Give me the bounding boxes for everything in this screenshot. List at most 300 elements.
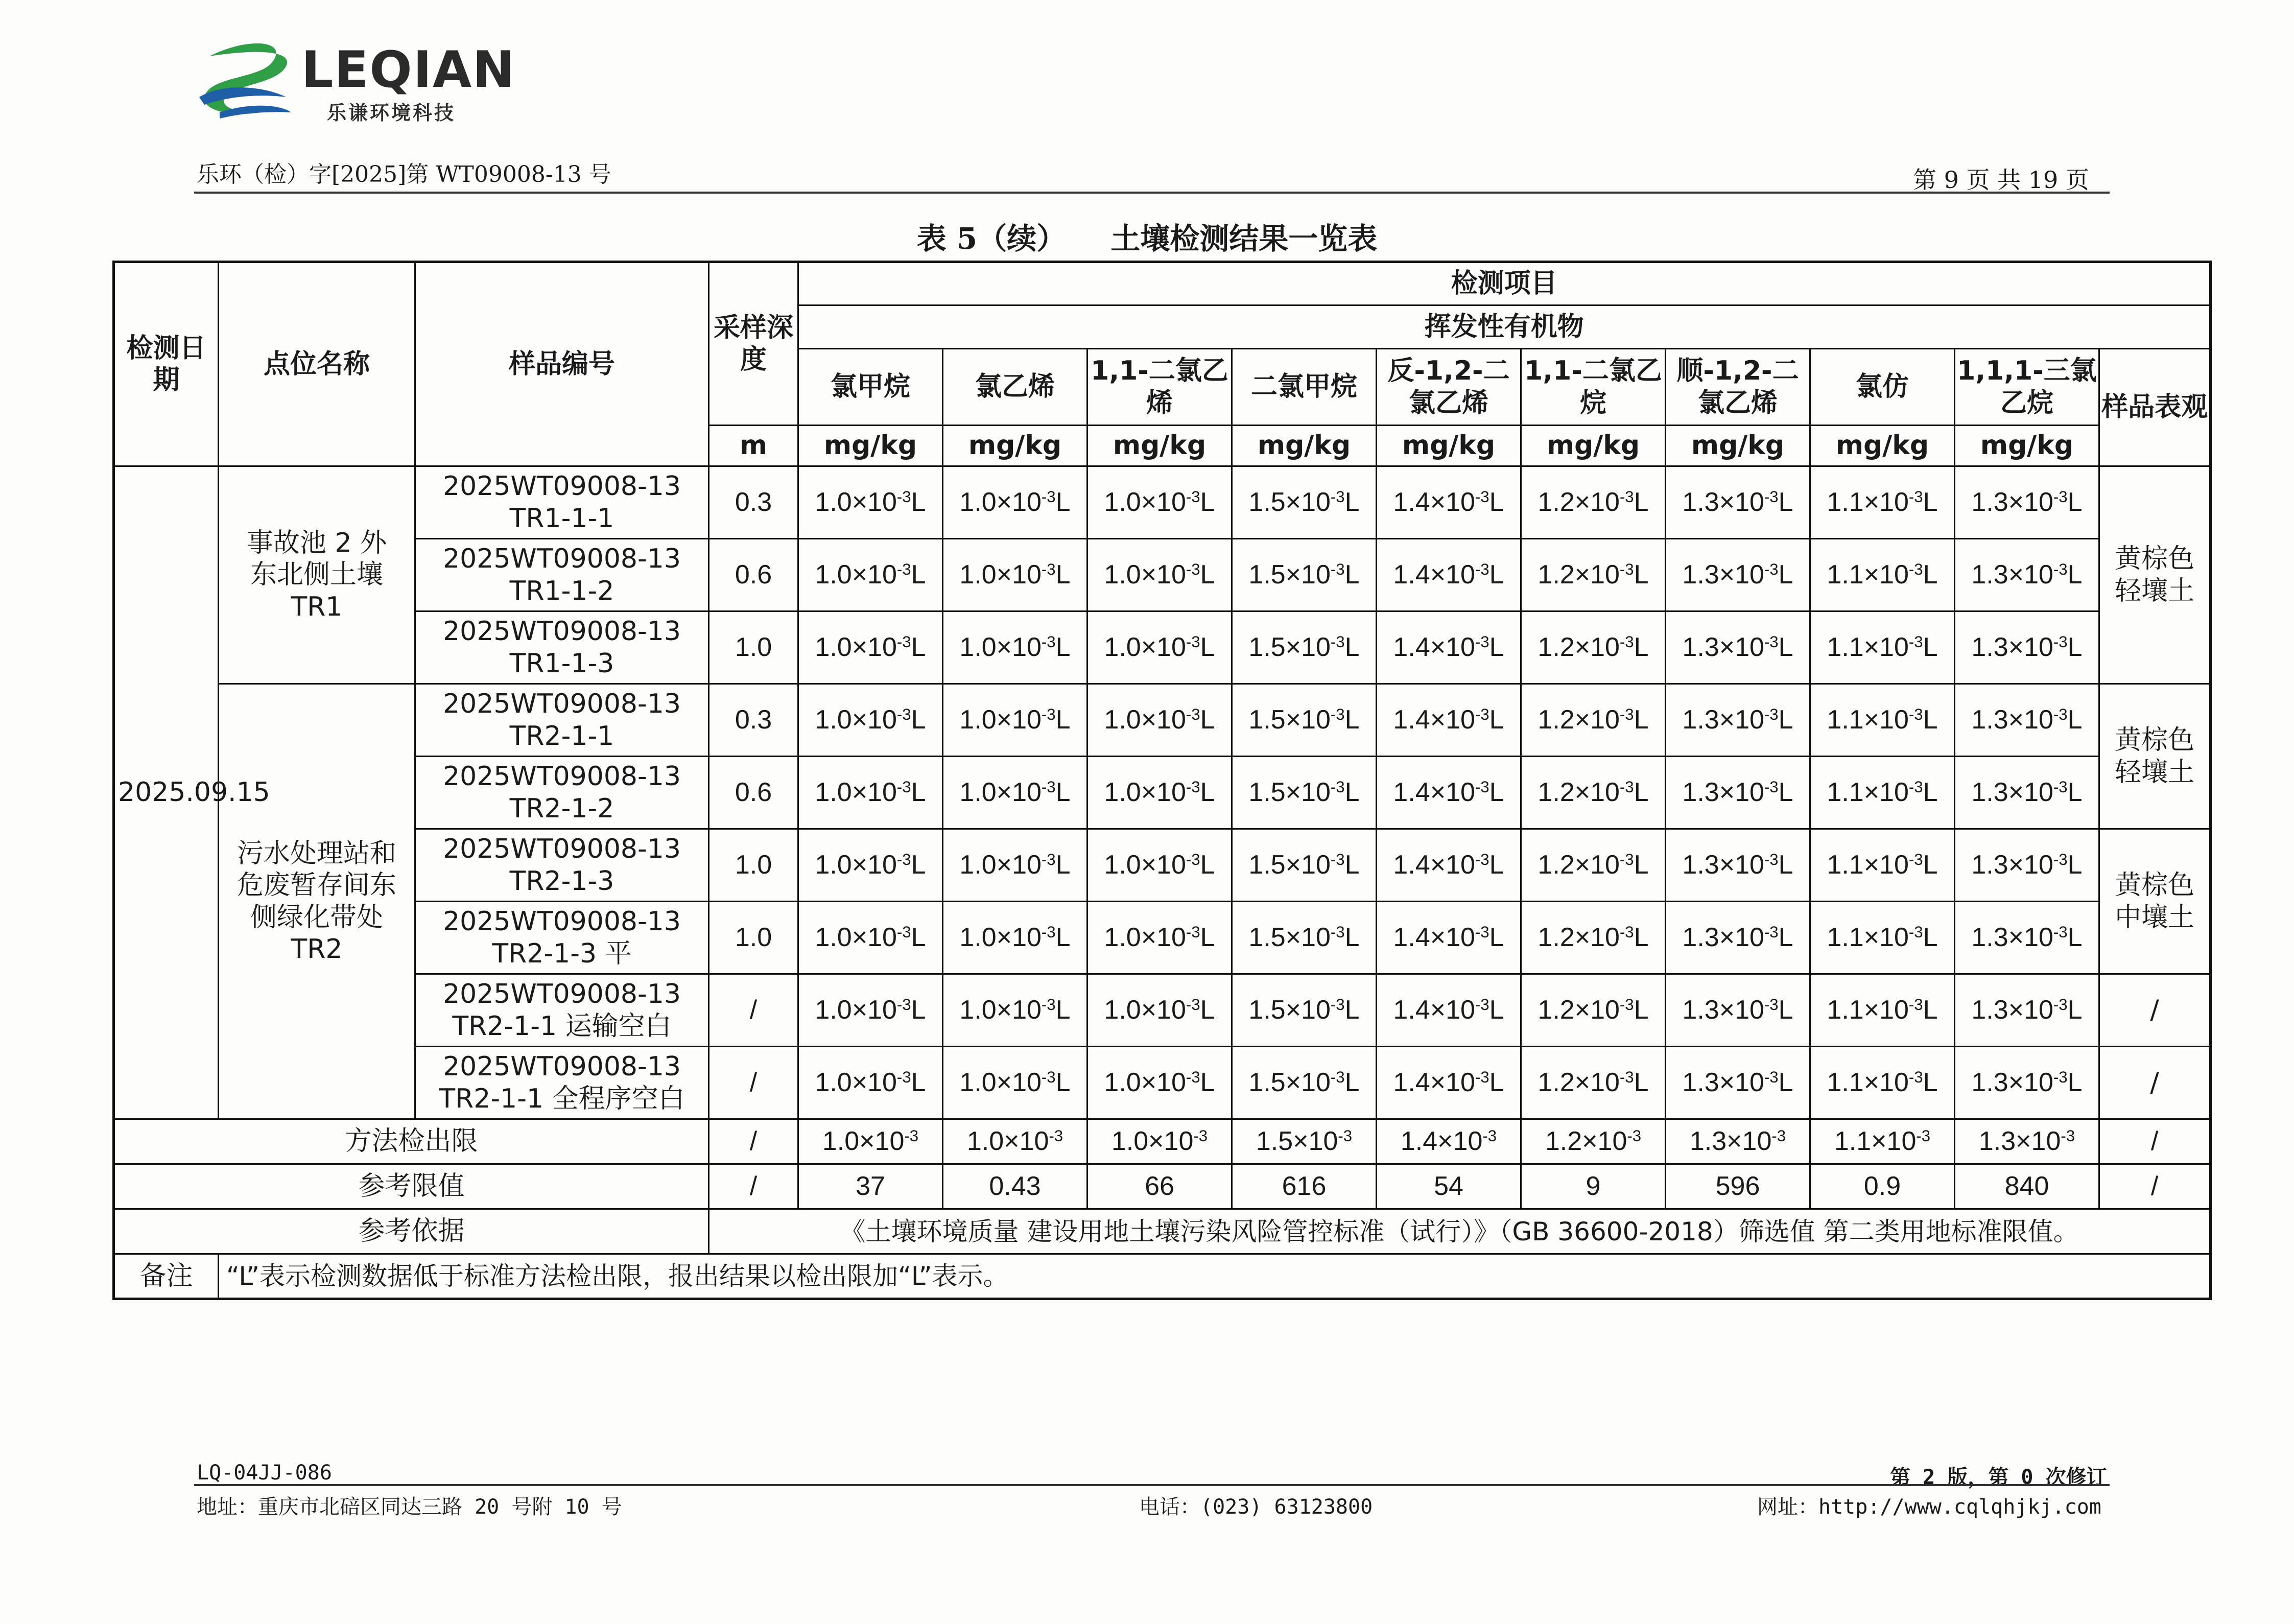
value-exponent: -3 bbox=[1186, 923, 1200, 942]
value-exponent: -3 bbox=[1908, 705, 1923, 724]
below-limit-flag: L bbox=[1344, 705, 1360, 735]
analyte-unit: mg/kg bbox=[798, 426, 943, 466]
result-value bbox=[798, 539, 943, 611]
below-limit-flag: L bbox=[1634, 1068, 1649, 1098]
below-limit-flag: L bbox=[2067, 560, 2083, 590]
value-exponent: -3 bbox=[2053, 996, 2068, 1014]
below-limit-flag: L bbox=[2067, 632, 2083, 663]
result-value bbox=[1666, 974, 1810, 1047]
reference-limit-value: 9 bbox=[1521, 1164, 1666, 1209]
value-exponent: -3 bbox=[1186, 705, 1200, 724]
below-limit-flag: L bbox=[1200, 923, 1215, 953]
table-row bbox=[114, 684, 2211, 757]
result-value bbox=[1232, 829, 1377, 902]
value-exponent: -3 bbox=[1475, 560, 1489, 579]
below-limit-flag: L bbox=[911, 923, 926, 953]
value-mantissa: 1.0×10 bbox=[1111, 1126, 1194, 1157]
reference-basis-row bbox=[114, 1209, 2211, 1254]
analyte-unit: mg/kg bbox=[1955, 426, 2099, 466]
value-mantissa: 1.3×10 bbox=[1971, 632, 2053, 663]
company-website: 网址：http://www.cqlqhjkj.com bbox=[1757, 1495, 2101, 1519]
below-limit-flag: L bbox=[2067, 705, 2083, 735]
value-mantissa: 1.0×10 bbox=[1104, 1068, 1186, 1098]
result-value bbox=[1377, 539, 1521, 611]
result-value bbox=[1955, 684, 2099, 757]
value-mantissa: 1.1×10 bbox=[1827, 1068, 1909, 1098]
below-limit-flag: L bbox=[1923, 632, 1938, 663]
result-value bbox=[1955, 1047, 2099, 1119]
below-limit-flag: L bbox=[911, 705, 926, 735]
result-value bbox=[1377, 466, 1521, 539]
value-exponent: -3 bbox=[1764, 633, 1779, 651]
value-mantissa: 1.0×10 bbox=[815, 923, 897, 953]
below-limit-flag: L bbox=[1200, 1068, 1215, 1098]
report-number: 乐环（检）字[2025]第 WT09008-13 号 bbox=[197, 161, 611, 187]
result-value bbox=[1666, 757, 1810, 829]
sample-id: 2025WT09008-13 TR1-1-3 bbox=[415, 611, 709, 684]
value-mantissa: 1.1×10 bbox=[1827, 923, 1909, 953]
value-exponent: -3 bbox=[1330, 851, 1345, 869]
reference-basis-label: 参考依据 bbox=[114, 1209, 709, 1254]
below-limit-flag: L bbox=[1634, 632, 1649, 663]
table-row bbox=[114, 829, 2211, 902]
analyte-unit: mg/kg bbox=[1521, 426, 1666, 466]
table-row bbox=[114, 611, 2211, 684]
value-mantissa: 1.3×10 bbox=[1682, 850, 1764, 880]
reference-limit-value: 616 bbox=[1232, 1164, 1377, 1209]
value-mantissa: 1.5×10 bbox=[1248, 850, 1331, 880]
below-limit-flag: L bbox=[1344, 995, 1360, 1025]
result-value bbox=[943, 684, 1087, 757]
result-value bbox=[943, 902, 1087, 974]
result-value bbox=[1810, 611, 1955, 684]
value-exponent: -3 bbox=[1475, 996, 1489, 1014]
value-exponent: -3 bbox=[1041, 1068, 1056, 1087]
result-value bbox=[1521, 466, 1666, 539]
result-value bbox=[1232, 684, 1377, 757]
value-exponent: -3 bbox=[1186, 633, 1200, 651]
below-limit-flag: L bbox=[1778, 487, 1793, 517]
value-mantissa: 1.3×10 bbox=[1682, 487, 1764, 517]
result-value bbox=[1666, 539, 1810, 611]
footer-divider bbox=[194, 1484, 2110, 1486]
value-exponent: -3 bbox=[1186, 778, 1200, 796]
result-value bbox=[798, 974, 943, 1047]
value-exponent: -3 bbox=[1764, 923, 1779, 942]
result-value bbox=[1232, 902, 1377, 974]
value-mantissa: 1.3×10 bbox=[1682, 560, 1764, 590]
detection-limit-appearance: / bbox=[2099, 1119, 2211, 1164]
value-exponent: -3 bbox=[1764, 851, 1779, 869]
value-mantissa: 1.0×10 bbox=[959, 560, 1042, 590]
analyte-unit: mg/kg bbox=[1377, 426, 1521, 466]
value-exponent: -3 bbox=[1041, 705, 1056, 724]
value-exponent: -3 bbox=[1330, 996, 1345, 1014]
value-exponent: -3 bbox=[1908, 923, 1923, 942]
sample-id: 2025WT09008-13 TR1-1-1 bbox=[415, 466, 709, 539]
value-exponent: -3 bbox=[1475, 851, 1489, 869]
result-value bbox=[1666, 684, 1810, 757]
value-mantissa: 1.2×10 bbox=[1538, 632, 1620, 663]
result-value bbox=[1087, 829, 1232, 902]
analyte-unit: mg/kg bbox=[1666, 426, 1810, 466]
depth-unit: m bbox=[709, 426, 798, 466]
sample-id: 2025WT09008-13 TR2-1-1 运输空白 bbox=[415, 974, 709, 1047]
result-value bbox=[1377, 1047, 1521, 1119]
value-mantissa: 1.3×10 bbox=[1682, 995, 1764, 1025]
value-exponent: -3 bbox=[896, 851, 911, 869]
detection-limit-value bbox=[798, 1119, 943, 1164]
value-exponent: -3 bbox=[2053, 923, 2068, 942]
value-exponent: -3 bbox=[1338, 1127, 1353, 1145]
value-mantissa: 1.3×10 bbox=[1682, 923, 1764, 953]
value-mantissa: 1.2×10 bbox=[1545, 1126, 1627, 1157]
below-limit-flag: L bbox=[1634, 850, 1649, 880]
value-mantissa: 1.5×10 bbox=[1248, 560, 1331, 590]
value-exponent: -3 bbox=[2061, 1127, 2075, 1145]
value-exponent: -3 bbox=[896, 560, 911, 579]
header-depth: 采样深度 bbox=[709, 262, 798, 426]
edition-info: 第 2 版，第 0 次修订 bbox=[1890, 1466, 2107, 1489]
below-limit-flag: L bbox=[911, 850, 926, 880]
value-mantissa: 1.0×10 bbox=[1104, 560, 1186, 590]
result-value bbox=[1810, 757, 1955, 829]
site-name: 事故池 2 外东北侧土壤 TR1 bbox=[219, 466, 415, 684]
result-value bbox=[943, 974, 1087, 1047]
table-row bbox=[114, 539, 2211, 611]
value-mantissa: 1.1×10 bbox=[1827, 705, 1909, 735]
value-exponent: -3 bbox=[896, 488, 911, 506]
value-exponent: -3 bbox=[1908, 633, 1923, 651]
value-mantissa: 1.0×10 bbox=[959, 705, 1042, 735]
analyte-unit: mg/kg bbox=[1810, 426, 1955, 466]
reference-limit-value: 0.43 bbox=[943, 1164, 1087, 1209]
value-exponent: -3 bbox=[896, 996, 911, 1014]
sample-depth: 0.6 bbox=[709, 539, 798, 611]
result-value bbox=[943, 829, 1087, 902]
value-mantissa: 1.0×10 bbox=[1104, 778, 1186, 808]
result-value bbox=[1232, 974, 1377, 1047]
below-limit-flag: L bbox=[1778, 560, 1793, 590]
value-mantissa: 1.2×10 bbox=[1538, 778, 1620, 808]
below-limit-flag: L bbox=[1634, 778, 1649, 808]
sample-appearance: 黄棕色轻壤土 bbox=[2099, 466, 2211, 684]
result-value bbox=[1810, 684, 1955, 757]
result-value bbox=[1087, 757, 1232, 829]
value-mantissa: 1.5×10 bbox=[1248, 1068, 1331, 1098]
value-mantissa: 1.0×10 bbox=[815, 995, 897, 1025]
value-exponent: -3 bbox=[2053, 560, 2068, 579]
result-value bbox=[1087, 466, 1232, 539]
value-mantissa: 1.2×10 bbox=[1538, 705, 1620, 735]
result-value bbox=[1232, 611, 1377, 684]
value-exponent: -3 bbox=[1041, 778, 1056, 796]
value-exponent: -3 bbox=[1764, 996, 1779, 1014]
value-exponent: -3 bbox=[1475, 923, 1489, 942]
table-row bbox=[114, 902, 2211, 974]
value-exponent: -3 bbox=[2053, 705, 2068, 724]
detection-limit-depth: / bbox=[709, 1119, 798, 1164]
value-mantissa: 1.1×10 bbox=[1827, 850, 1909, 880]
value-exponent: -3 bbox=[1619, 705, 1634, 724]
result-value bbox=[1955, 829, 2099, 902]
value-exponent: -3 bbox=[1764, 560, 1779, 579]
below-limit-flag: L bbox=[1489, 1068, 1504, 1098]
value-mantissa: 1.4×10 bbox=[1393, 850, 1475, 880]
table-row bbox=[114, 1047, 2211, 1119]
detection-limit-value bbox=[1666, 1119, 1810, 1164]
below-limit-flag: L bbox=[1489, 923, 1504, 953]
below-limit-flag: L bbox=[1923, 705, 1938, 735]
result-value bbox=[1521, 829, 1666, 902]
result-value bbox=[1955, 902, 2099, 974]
header-sample: 样品编号 bbox=[415, 262, 709, 466]
table-row bbox=[114, 757, 2211, 829]
below-limit-flag: L bbox=[1489, 705, 1504, 735]
value-exponent: -3 bbox=[1041, 633, 1056, 651]
result-value bbox=[943, 466, 1087, 539]
below-limit-flag: L bbox=[1778, 632, 1793, 663]
analyte-name: 反-1,2-二氯乙烯 bbox=[1377, 349, 1521, 426]
value-mantissa: 1.2×10 bbox=[1538, 850, 1620, 880]
result-value bbox=[1955, 974, 2099, 1047]
value-exponent: -3 bbox=[1330, 923, 1345, 942]
below-limit-flag: L bbox=[2067, 923, 2083, 953]
value-exponent: -3 bbox=[1475, 488, 1489, 506]
header-divider bbox=[194, 192, 2110, 194]
below-limit-flag: L bbox=[1923, 1068, 1938, 1098]
below-limit-flag: L bbox=[2067, 778, 2083, 808]
result-value bbox=[798, 611, 943, 684]
value-mantissa: 1.2×10 bbox=[1538, 995, 1620, 1025]
value-mantissa: 1.5×10 bbox=[1248, 705, 1331, 735]
analyte-name: 1,1-二氯乙烷 bbox=[1521, 349, 1666, 426]
below-limit-flag: L bbox=[2067, 487, 2083, 517]
result-value bbox=[1955, 757, 2099, 829]
value-exponent: -3 bbox=[1771, 1127, 1786, 1145]
detection-limit-value bbox=[1521, 1119, 1666, 1164]
header-site: 点位名称 bbox=[219, 262, 415, 466]
value-exponent: -3 bbox=[1908, 851, 1923, 869]
result-value bbox=[1521, 757, 1666, 829]
result-value bbox=[1087, 974, 1232, 1047]
result-value bbox=[1087, 1047, 1232, 1119]
value-mantissa: 1.4×10 bbox=[1393, 778, 1475, 808]
below-limit-flag: L bbox=[1778, 995, 1793, 1025]
value-mantissa: 1.3×10 bbox=[1682, 778, 1764, 808]
value-mantissa: 1.4×10 bbox=[1393, 632, 1475, 663]
below-limit-flag: L bbox=[1634, 487, 1649, 517]
reference-limit-value: 596 bbox=[1666, 1164, 1810, 1209]
analyte-name: 氯甲烷 bbox=[798, 349, 943, 426]
below-limit-flag: L bbox=[911, 778, 926, 808]
value-exponent: -3 bbox=[1330, 705, 1345, 724]
below-limit-flag: L bbox=[1634, 995, 1649, 1025]
header-voc-group: 挥发性有机物 bbox=[798, 305, 2211, 349]
below-limit-flag: L bbox=[1489, 778, 1504, 808]
value-mantissa: 1.3×10 bbox=[1689, 1126, 1772, 1157]
below-limit-flag: L bbox=[1778, 923, 1793, 953]
analyte-name: 氯乙烯 bbox=[943, 349, 1087, 426]
analyte-name: 顺-1,2-二氯乙烯 bbox=[1666, 349, 1810, 426]
reference-limit-value: 54 bbox=[1377, 1164, 1521, 1209]
result-value bbox=[798, 684, 943, 757]
value-mantissa: 1.0×10 bbox=[1104, 995, 1186, 1025]
value-exponent: -3 bbox=[1619, 923, 1634, 942]
below-limit-flag: L bbox=[1344, 923, 1360, 953]
analyte-name: 氯仿 bbox=[1810, 349, 1955, 426]
sample-id: 2025WT09008-13 TR2-1-2 bbox=[415, 757, 709, 829]
result-value bbox=[1810, 829, 1955, 902]
value-exponent: -3 bbox=[1041, 851, 1056, 869]
value-mantissa: 1.0×10 bbox=[815, 850, 897, 880]
value-exponent: -3 bbox=[1041, 923, 1056, 942]
value-exponent: -3 bbox=[1908, 1068, 1923, 1087]
value-exponent: -3 bbox=[1619, 1068, 1634, 1087]
result-value bbox=[1666, 902, 1810, 974]
value-exponent: -3 bbox=[1041, 996, 1056, 1014]
value-exponent: -3 bbox=[1619, 996, 1634, 1014]
below-limit-flag: L bbox=[1489, 560, 1504, 590]
below-limit-flag: L bbox=[1344, 850, 1360, 880]
value-mantissa: 1.5×10 bbox=[1248, 487, 1331, 517]
below-limit-flag: L bbox=[911, 632, 926, 663]
result-value bbox=[1810, 1047, 1955, 1119]
below-limit-flag: L bbox=[1344, 778, 1360, 808]
value-mantissa: 1.3×10 bbox=[1682, 632, 1764, 663]
value-mantissa: 1.0×10 bbox=[959, 632, 1042, 663]
result-value bbox=[1666, 829, 1810, 902]
detection-limit-value bbox=[1232, 1119, 1377, 1164]
value-mantissa: 1.3×10 bbox=[1971, 778, 2053, 808]
result-value bbox=[943, 611, 1087, 684]
value-exponent: -3 bbox=[1330, 488, 1345, 506]
analyte-name: 1,1-二氯乙烯 bbox=[1087, 349, 1232, 426]
below-limit-flag: L bbox=[1200, 705, 1215, 735]
value-mantissa: 1.0×10 bbox=[959, 995, 1042, 1025]
company-address: 地址：重庆市北碚区同达三路 20 号附 10 号 bbox=[197, 1495, 622, 1519]
value-mantissa: 1.5×10 bbox=[1248, 923, 1331, 953]
below-limit-flag: L bbox=[1923, 850, 1938, 880]
below-limit-flag: L bbox=[1200, 632, 1215, 663]
result-value bbox=[798, 902, 943, 974]
remarks-text: “L”表示检测数据低于标准方法检出限，报出结果以检出限加“L”表示。 bbox=[219, 1254, 2211, 1299]
below-limit-flag: L bbox=[911, 487, 926, 517]
value-exponent: -3 bbox=[896, 633, 911, 651]
result-value bbox=[1955, 466, 2099, 539]
value-mantissa: 1.0×10 bbox=[1104, 705, 1186, 735]
below-limit-flag: L bbox=[1489, 995, 1504, 1025]
result-value bbox=[798, 1047, 943, 1119]
below-limit-flag: L bbox=[1489, 632, 1504, 663]
below-limit-flag: L bbox=[1634, 560, 1649, 590]
value-exponent: -3 bbox=[1764, 778, 1779, 796]
detection-date: 2025.09.15 bbox=[114, 466, 219, 1119]
result-value bbox=[943, 757, 1087, 829]
sample-id: 2025WT09008-13 TR2-1-3 bbox=[415, 829, 709, 902]
result-value bbox=[1087, 684, 1232, 757]
sample-id: 2025WT09008-13 TR2-1-1 bbox=[415, 684, 709, 757]
header-test-items: 检测项目 bbox=[798, 262, 2211, 305]
reference-limit-label: 参考限值 bbox=[114, 1164, 709, 1209]
value-mantissa: 1.4×10 bbox=[1393, 487, 1475, 517]
below-limit-flag: L bbox=[1055, 487, 1071, 517]
result-value bbox=[943, 1047, 1087, 1119]
value-mantissa: 1.3×10 bbox=[1971, 995, 2053, 1025]
form-code: LQ-04JJ-086 bbox=[197, 1461, 332, 1485]
value-exponent: -3 bbox=[1619, 633, 1634, 651]
value-mantissa: 1.1×10 bbox=[1827, 487, 1909, 517]
below-limit-flag: L bbox=[1923, 923, 1938, 953]
detection-limit-value bbox=[1087, 1119, 1232, 1164]
result-value bbox=[1521, 611, 1666, 684]
value-exponent: -3 bbox=[1627, 1127, 1642, 1145]
result-value bbox=[1810, 974, 1955, 1047]
result-value bbox=[1087, 902, 1232, 974]
value-exponent: -3 bbox=[1908, 488, 1923, 506]
site-name: 污水处理站和危废暂存间东侧绿化带处 TR2 bbox=[219, 684, 415, 1119]
result-value bbox=[1666, 1047, 1810, 1119]
below-limit-flag: L bbox=[1923, 560, 1938, 590]
sample-depth: / bbox=[709, 974, 798, 1047]
below-limit-flag: L bbox=[1055, 1068, 1071, 1098]
value-exponent: -3 bbox=[1764, 488, 1779, 506]
value-mantissa: 1.0×10 bbox=[815, 487, 897, 517]
value-mantissa: 1.3×10 bbox=[1971, 487, 2053, 517]
value-mantissa: 1.4×10 bbox=[1393, 995, 1475, 1025]
below-limit-flag: L bbox=[2067, 995, 2083, 1025]
value-mantissa: 1.5×10 bbox=[1248, 632, 1331, 663]
value-exponent: -3 bbox=[1330, 1068, 1345, 1087]
sample-id: 2025WT09008-13 TR1-1-2 bbox=[415, 539, 709, 611]
value-mantissa: 1.3×10 bbox=[1971, 1068, 2053, 1098]
value-exponent: -3 bbox=[1619, 488, 1634, 506]
result-value bbox=[1377, 757, 1521, 829]
result-value bbox=[1521, 684, 1666, 757]
detection-limit-value bbox=[1955, 1119, 2099, 1164]
value-mantissa: 1.0×10 bbox=[1104, 632, 1186, 663]
below-limit-flag: L bbox=[1344, 1068, 1360, 1098]
result-value bbox=[1232, 1047, 1377, 1119]
result-value bbox=[1521, 539, 1666, 611]
reference-limit-depth: / bbox=[709, 1164, 798, 1209]
below-limit-flag: L bbox=[1055, 778, 1071, 808]
value-mantissa: 1.0×10 bbox=[815, 632, 897, 663]
soil-results-table bbox=[112, 261, 2212, 1300]
value-mantissa: 1.3×10 bbox=[1971, 923, 2053, 953]
value-mantissa: 1.3×10 bbox=[1971, 560, 2053, 590]
value-exponent: -3 bbox=[1475, 633, 1489, 651]
value-mantissa: 1.4×10 bbox=[1400, 1126, 1483, 1157]
company-logo-subtitle: 乐谦环境科技 bbox=[327, 102, 456, 124]
value-mantissa: 1.0×10 bbox=[822, 1126, 905, 1157]
analyte-unit: mg/kg bbox=[1087, 426, 1232, 466]
value-exponent: -3 bbox=[1475, 705, 1489, 724]
value-exponent: -3 bbox=[896, 705, 911, 724]
detection-limit-value bbox=[943, 1119, 1087, 1164]
value-mantissa: 1.0×10 bbox=[815, 560, 897, 590]
value-mantissa: 1.0×10 bbox=[959, 778, 1042, 808]
value-exponent: -3 bbox=[1619, 560, 1634, 579]
analyte-unit: mg/kg bbox=[943, 426, 1087, 466]
value-exponent: -3 bbox=[2053, 1068, 2068, 1087]
sample-depth: 0.3 bbox=[709, 466, 798, 539]
result-value bbox=[1521, 902, 1666, 974]
value-mantissa: 1.0×10 bbox=[1104, 923, 1186, 953]
sample-depth: 0.6 bbox=[709, 757, 798, 829]
header-date: 检测日期 bbox=[114, 262, 219, 466]
value-exponent: -3 bbox=[904, 1127, 919, 1145]
